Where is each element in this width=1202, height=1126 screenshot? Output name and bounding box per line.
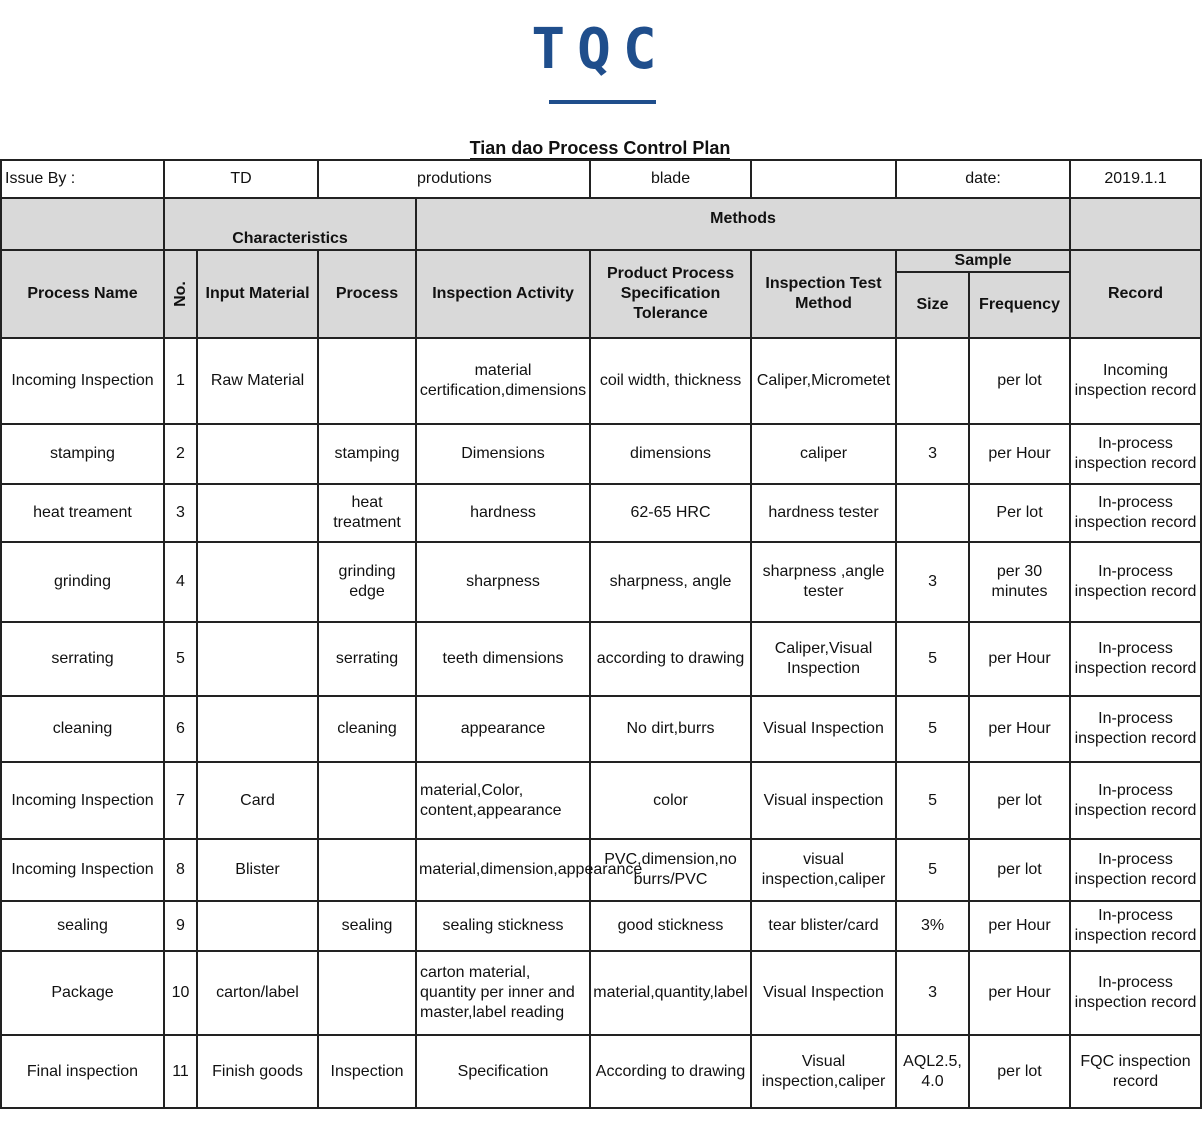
table-row — [1, 839, 1201, 901]
control-plan-table — [0, 159, 1202, 1109]
size-cell: 3 — [896, 424, 969, 484]
activity-cell: Dimensions — [416, 424, 590, 484]
frequency-cell: per Hour — [969, 901, 1070, 951]
characteristics-header: Characteristics — [164, 198, 416, 250]
method-cell: Visual Inspection — [751, 951, 896, 1035]
method-cell: caliper — [751, 424, 896, 484]
spec-cell: material,quantity,label — [590, 951, 751, 1035]
frequency-cell: per Hour — [969, 696, 1070, 762]
frequency-header: Frequency — [969, 272, 1070, 338]
spec-cell: according to drawing — [590, 622, 751, 696]
activity-cell: material certification,dimensions — [416, 338, 590, 424]
frequency-cell: per Hour — [969, 424, 1070, 484]
test-method-header: Inspection Test Method — [751, 250, 896, 338]
record-cell: In-process inspection record — [1070, 839, 1201, 901]
process-cell — [318, 762, 416, 839]
size-cell: 3% — [896, 901, 969, 951]
activity-cell: sealing stickness — [416, 901, 590, 951]
no-cell: 2 — [164, 424, 197, 484]
table-row — [1, 484, 1201, 542]
spec-cell: color — [590, 762, 751, 839]
spec-cell: coil width, thickness — [590, 338, 751, 424]
record-cell: In-process inspection record — [1070, 762, 1201, 839]
date-label: date: — [896, 160, 1070, 198]
input-material-cell — [197, 901, 318, 951]
table-row — [1, 424, 1201, 484]
activity-cell: hardness — [416, 484, 590, 542]
input-material-cell — [197, 542, 318, 622]
process-cell: Inspection — [318, 1035, 416, 1108]
frequency-cell: per lot — [969, 839, 1070, 901]
record-cell: In-process inspection record — [1070, 696, 1201, 762]
input-material-cell: Card — [197, 762, 318, 839]
process-cell: sealing — [318, 901, 416, 951]
method-cell: visual inspection,caliper — [751, 839, 896, 901]
process-name-cell: sealing — [1, 901, 164, 951]
method-cell: Visual Inspection — [751, 696, 896, 762]
logo-underline — [549, 100, 656, 104]
process-cell: cleaning — [318, 696, 416, 762]
no-cell: 9 — [164, 901, 197, 951]
table-row — [1, 338, 1201, 424]
frequency-cell: per lot — [969, 338, 1070, 424]
size-cell — [896, 484, 969, 542]
issue-by-label: Issue By : — [1, 160, 164, 198]
process-name-header: Process Name — [1, 250, 164, 338]
issue-by-value: TD — [164, 160, 318, 198]
no-cell: 10 — [164, 951, 197, 1035]
table-row — [1, 622, 1201, 696]
process-name-cell: stamping — [1, 424, 164, 484]
record-cell: In-process inspection record — [1070, 484, 1201, 542]
record-cell: Incoming inspection record — [1070, 338, 1201, 424]
method-cell: Caliper,Micrometet — [751, 338, 896, 424]
spec-cell: 62-65 HRC — [590, 484, 751, 542]
no-cell: 8 — [164, 839, 197, 901]
table-row — [1, 542, 1201, 622]
activity-cell: teeth dimensions — [416, 622, 590, 696]
product-value: blade — [590, 160, 751, 198]
sample-header: Sample — [896, 250, 1070, 272]
process-name-cell: Incoming Inspection — [1, 762, 164, 839]
record-cell: In-process inspection record — [1070, 542, 1201, 622]
size-cell: 3 — [896, 542, 969, 622]
no-header-text: No. — [171, 281, 189, 307]
input-material-cell — [197, 484, 318, 542]
process-cell: serrating — [318, 622, 416, 696]
size-cell: 5 — [896, 839, 969, 901]
record-cell: In-process inspection record — [1070, 901, 1201, 951]
frequency-cell: per lot — [969, 1035, 1070, 1108]
table-row — [1, 951, 1201, 1035]
size-header: Size — [896, 272, 969, 338]
column-header-row — [1, 250, 1201, 272]
no-cell: 6 — [164, 696, 197, 762]
input-material-cell: Raw Material — [197, 338, 318, 424]
input-material-header: Input Material — [197, 250, 318, 338]
no-cell: 1 — [164, 338, 197, 424]
document-title-text: Tian dao Process Control Plan — [469, 138, 731, 158]
group-header-row — [1, 198, 1201, 250]
record-header: Record — [1070, 250, 1201, 338]
process-name-cell: heat treament — [1, 484, 164, 542]
method-cell: Caliper,Visual Inspection — [751, 622, 896, 696]
spec-cell: No dirt,burrs — [590, 696, 751, 762]
input-material-cell: Blister — [197, 839, 318, 901]
specification-header: Product Process Specification Tolerance — [590, 250, 751, 338]
inspection-activity-header: Inspection Activity — [416, 250, 590, 338]
spec-cell: good stickness — [590, 901, 751, 951]
size-cell: AQL2.5, 4.0 — [896, 1035, 969, 1108]
method-cell: sharpness ,angle tester — [751, 542, 896, 622]
method-cell: tear blister/card — [751, 901, 896, 951]
activity-cell: appearance — [416, 696, 590, 762]
group-blank-left — [1, 198, 164, 250]
activity-cell: sharpness — [416, 542, 590, 622]
spec-cell: According to drawing — [590, 1035, 751, 1108]
frequency-cell: per Hour — [969, 951, 1070, 1035]
process-name-cell: Incoming Inspection — [1, 338, 164, 424]
size-cell: 5 — [896, 762, 969, 839]
table-row — [1, 901, 1201, 951]
process-name-cell: serrating — [1, 622, 164, 696]
process-cell: grinding edge — [318, 542, 416, 622]
methods-header: Methods — [416, 198, 1070, 250]
record-cell: FQC inspection record — [1070, 1035, 1201, 1108]
spec-cell: PVC,dimension,no burrs/PVC — [590, 839, 751, 901]
issue-row — [1, 160, 1201, 198]
frequency-cell: per Hour — [969, 622, 1070, 696]
size-cell: 5 — [896, 696, 969, 762]
process-name-cell: cleaning — [1, 696, 164, 762]
date-value: 2019.1.1 — [1070, 160, 1201, 198]
spec-cell: dimensions — [590, 424, 751, 484]
record-cell: In-process inspection record — [1070, 424, 1201, 484]
process-cell — [318, 839, 416, 901]
record-cell: In-process inspection record — [1070, 622, 1201, 696]
method-cell: Visual inspection — [751, 762, 896, 839]
size-cell: 5 — [896, 622, 969, 696]
size-cell: 3 — [896, 951, 969, 1035]
table-row — [1, 696, 1201, 762]
table-row — [1, 762, 1201, 839]
record-cell: In-process inspection record — [1070, 951, 1201, 1035]
process-name-cell: Final inspection — [1, 1035, 164, 1108]
method-cell: Visual inspection,caliper — [751, 1035, 896, 1108]
activity-cell: Specification — [416, 1035, 590, 1108]
input-material-cell — [197, 424, 318, 484]
table-row — [1, 1035, 1201, 1108]
frequency-cell: per 30 minutes — [969, 542, 1070, 622]
input-material-cell — [197, 696, 318, 762]
input-material-cell: carton/label — [197, 951, 318, 1035]
document-title — [0, 137, 1200, 159]
process-cell: heat treatment — [318, 484, 416, 542]
no-cell: 4 — [164, 542, 197, 622]
process-cell — [318, 338, 416, 424]
process-header: Process — [318, 250, 416, 338]
process-name-cell: Package — [1, 951, 164, 1035]
frequency-cell: per lot — [969, 762, 1070, 839]
activity-cell: material,Color, content,appearance — [416, 762, 590, 839]
tqc-logo: TQC — [531, 17, 669, 82]
process-name-cell: grinding — [1, 542, 164, 622]
activity-cell: material,dimension,appearance — [416, 839, 590, 901]
process-name-cell: Incoming Inspection — [1, 839, 164, 901]
blank-cell — [751, 160, 896, 198]
process-cell: stamping — [318, 424, 416, 484]
activity-cell: carton material, quantity per inner and master,label reading — [416, 951, 590, 1035]
frequency-cell: Per lot — [969, 484, 1070, 542]
input-material-cell — [197, 622, 318, 696]
spec-cell: sharpness, angle — [590, 542, 751, 622]
no-cell: 11 — [164, 1035, 197, 1108]
size-cell — [896, 338, 969, 424]
no-cell: 3 — [164, 484, 197, 542]
no-header — [164, 250, 197, 338]
input-material-cell: Finish goods — [197, 1035, 318, 1108]
no-cell: 7 — [164, 762, 197, 839]
method-cell: hardness tester — [751, 484, 896, 542]
group-blank-right — [1070, 198, 1201, 250]
no-cell: 5 — [164, 622, 197, 696]
process-cell — [318, 951, 416, 1035]
department-value: produtions — [318, 160, 590, 198]
